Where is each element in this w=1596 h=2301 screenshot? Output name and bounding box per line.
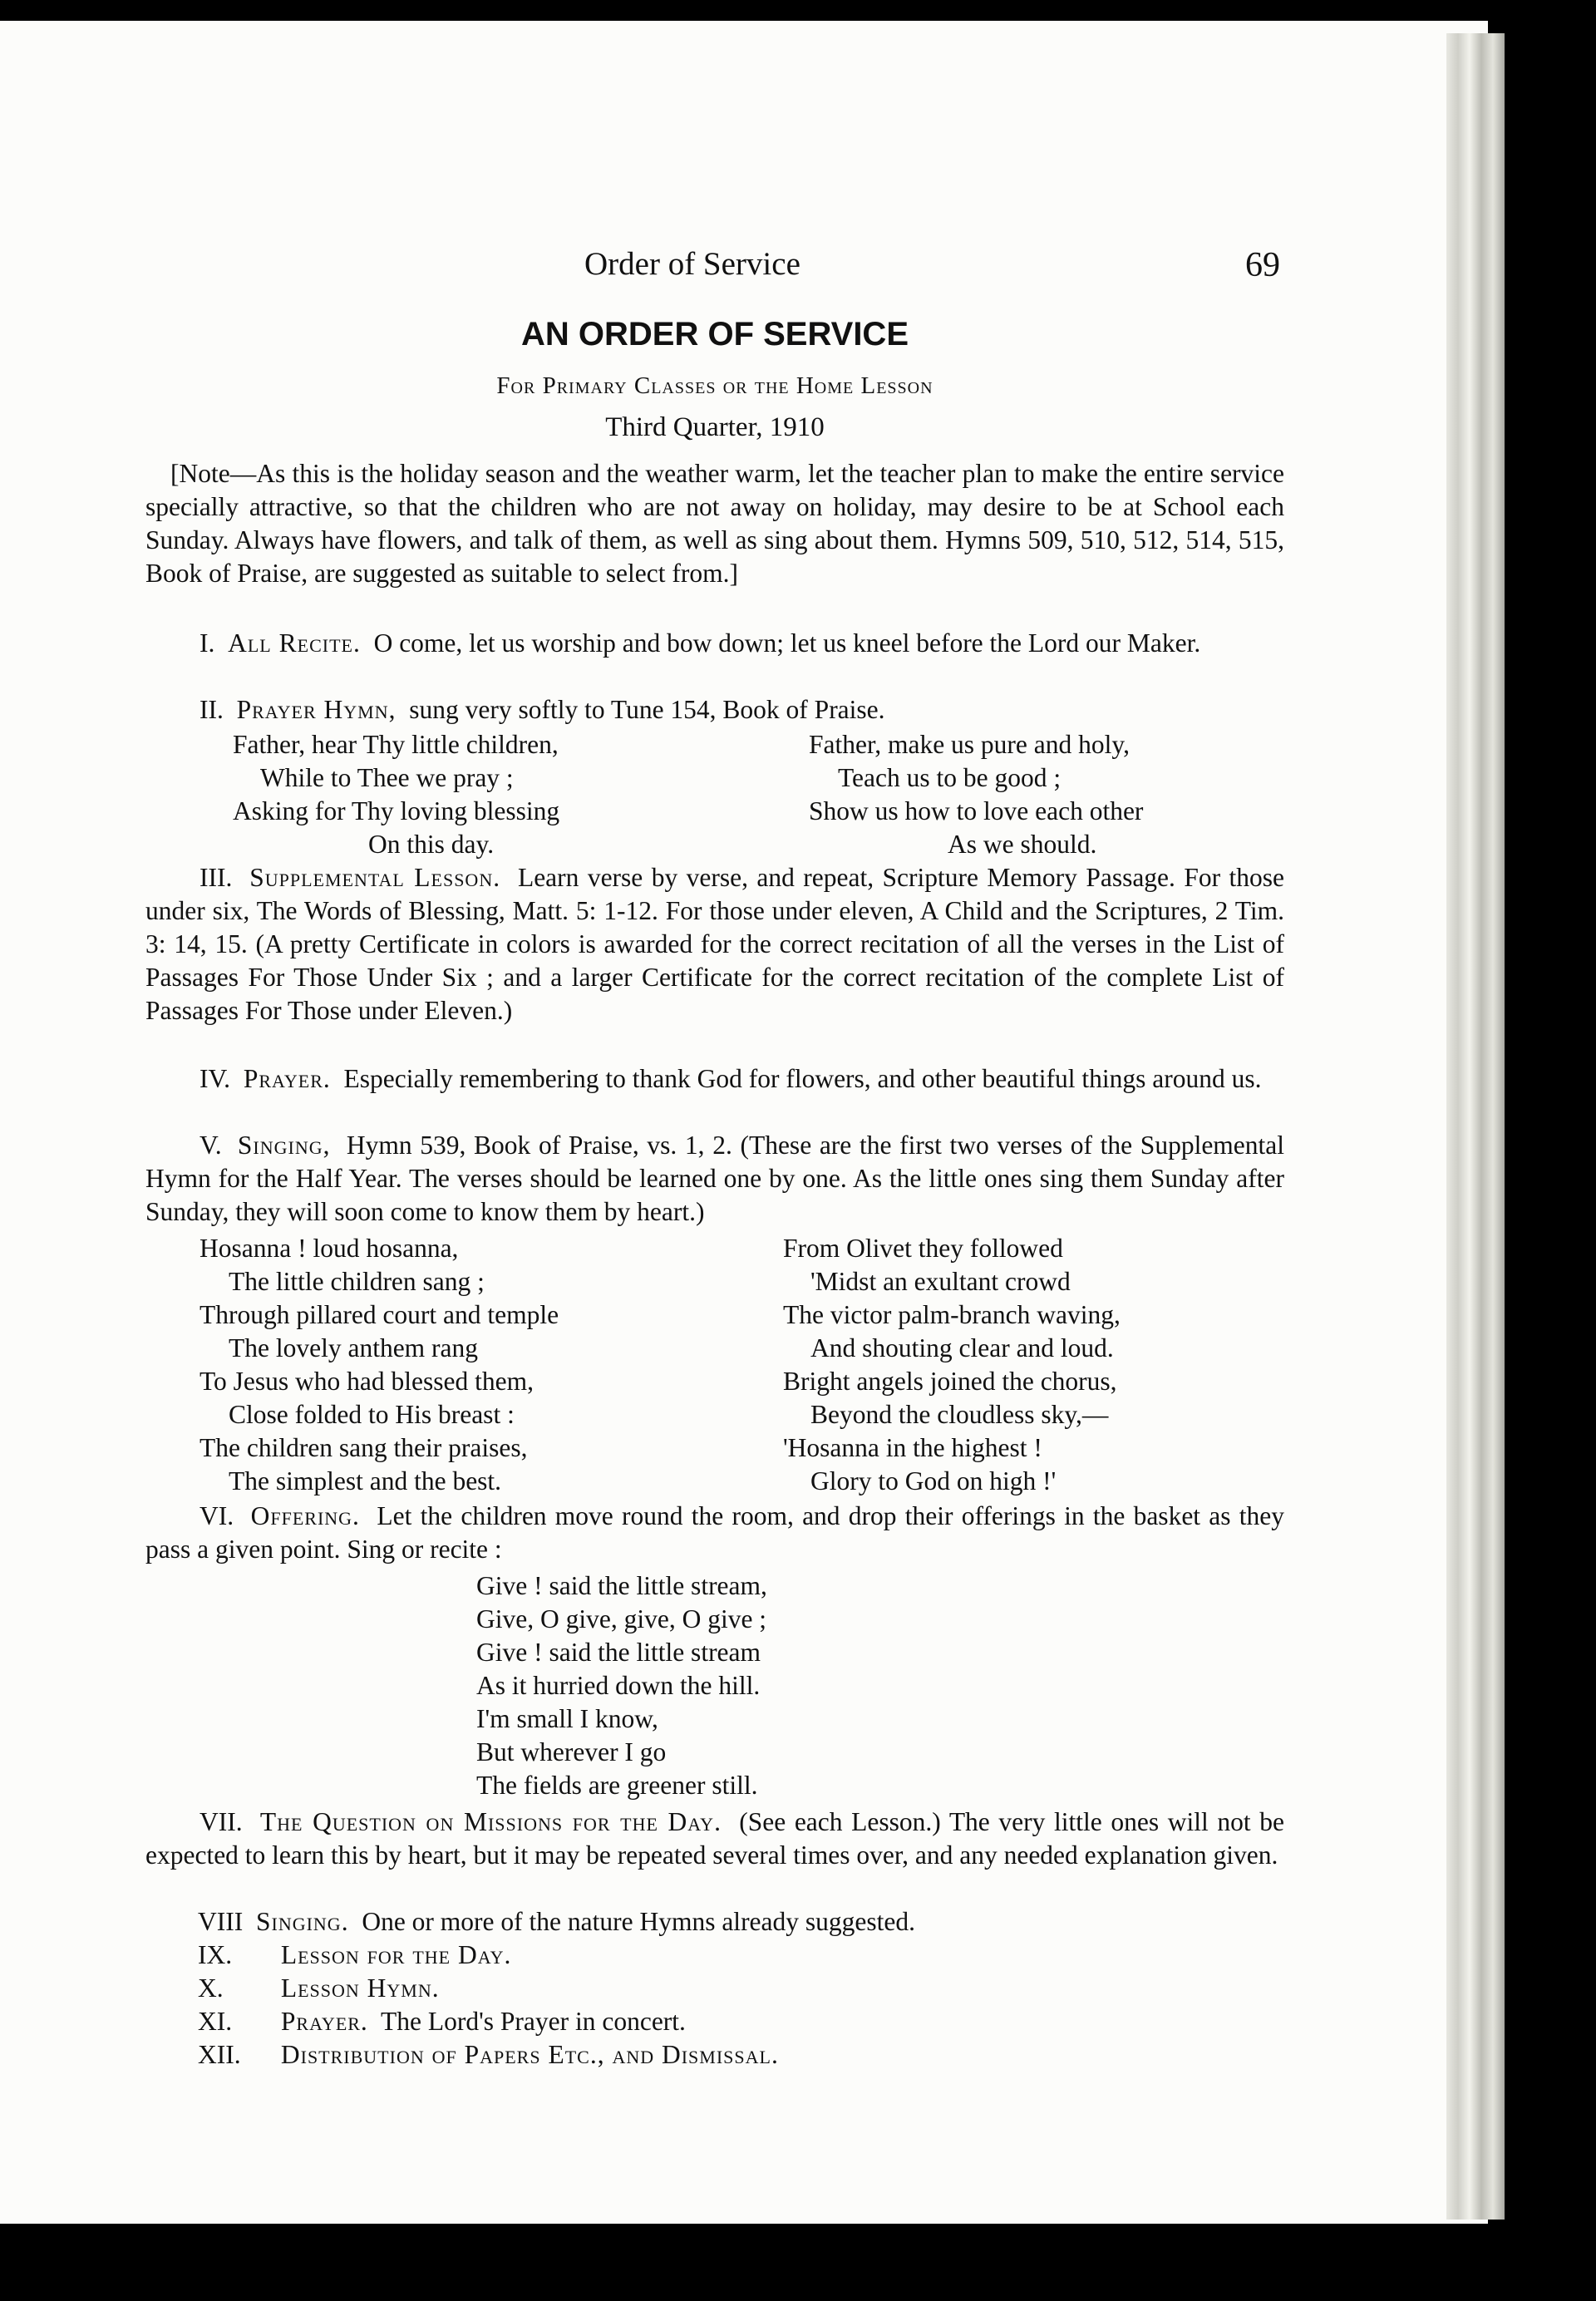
item-text: One or more of the nature Hymns already suggested. — [362, 1907, 915, 1936]
item-text: Learn verse by verse, and repeat, Scripture Memory Passage. For those under six, The Words of Blessing, Matt. 5: 1-12. For those under eleven, A Child and the Scriptures, 2 Tim. 3: 14, 15. (A pretty Certificate in colors is awarded for the correct recitation of all the verses in the List of Passages For Those Under Six ; and a larger Certificate for the correct recitation of the complete List of Passages For Those under Eleven.) — [145, 863, 1285, 1025]
item-5 — [145, 1129, 1284, 1229]
verse-line: Teach us to be good ; — [838, 763, 1062, 792]
item-11 — [198, 2005, 686, 2038]
verse-line: From Olivet they followed — [783, 1234, 1063, 1263]
verse-line: Give ! said the little stream, — [476, 1571, 767, 1600]
item-title: Prayer Hymn, — [236, 695, 397, 724]
verse-line: I'm small I know, — [476, 1704, 658, 1733]
item-title: Singing. — [255, 1907, 349, 1936]
item-title: The Question on Missions for the Day. — [259, 1807, 722, 1836]
item-title: Prayer. — [243, 1064, 331, 1093]
item-8 — [198, 1905, 915, 1939]
item-title: Offering. — [250, 1501, 360, 1530]
verse-line: Show us how to love each other — [809, 796, 1144, 825]
item-number: IV. — [200, 1064, 231, 1093]
verse-line: Through pillared court and temple — [200, 1300, 559, 1329]
item-text: sung very softly to Tune 154, Book of Praise. — [409, 695, 885, 724]
item-text: Let the children move round the room, and drop their offerings in the basket as they pass a given point. Sing or recite : — [145, 1501, 1284, 1564]
item-title: Lesson Hymn. — [280, 1973, 440, 2003]
item-number: X. — [198, 1973, 224, 2003]
item-title: Distribution of Papers Etc., and Dismissal. — [280, 2040, 779, 2069]
verse-line: Glory to God on high !' — [810, 1466, 1057, 1495]
item-4 — [145, 1062, 1284, 1096]
item-6 — [145, 1500, 1284, 1566]
verse-line: Give ! said the little stream — [476, 1638, 761, 1667]
item-title: Singing, — [237, 1131, 331, 1160]
verse-line: The simplest and the best. — [229, 1466, 502, 1495]
verse-line: The fields are greener still. — [476, 1771, 758, 1800]
item-number: III. — [200, 863, 233, 892]
verse-line: 'Midst an exultant crowd — [810, 1267, 1071, 1296]
verse-line: 'Hosanna in the highest ! — [783, 1433, 1042, 1462]
item-number: VIII — [198, 1907, 244, 1936]
item-2 — [145, 693, 1284, 727]
page-title: AN ORDER OF SERVICE — [521, 316, 909, 352]
item-number: V. — [200, 1131, 222, 1160]
item-3 — [145, 861, 1284, 1027]
page-edge — [1446, 33, 1505, 2220]
verse-line: And shouting clear and loud. — [810, 1333, 1114, 1362]
item-number: I. — [200, 628, 215, 658]
item-7 — [145, 1806, 1284, 1872]
verse-line: As we should. — [948, 830, 1097, 859]
item-title: Prayer. — [280, 2007, 368, 2036]
verse-line: On this day. — [368, 830, 495, 859]
verse-line: But wherever I go — [476, 1737, 667, 1766]
verse-line: Give, O give, give, O give ; — [476, 1604, 767, 1633]
date-line: Third Quarter, 1910 — [605, 412, 825, 442]
editorial-note: [Note—As this is the holiday season and the weather warm, let the teacher plan to make the entire service specially attractive, so that the children who are not away on holiday, may desire to be at School each Sunday. Always have flowers, and talk of them, as well as sing about them. Hymns 509, 510, 512, 514, 515, Book of Praise, are suggested as suitable to select from.] — [145, 459, 1284, 588]
item-text: Especially remembering to thank God for flowers, and other beautiful things around us. — [343, 1064, 1262, 1093]
item-9 — [198, 1939, 511, 1972]
verse-line: Close folded to His breast : — [229, 1400, 515, 1429]
item-12 — [198, 2038, 779, 2072]
verse-line: The lovely anthem rang — [229, 1333, 479, 1362]
verse-line: Father, make us pure and holy, — [809, 730, 1130, 759]
verse-line: Hosanna ! loud hosanna, — [200, 1234, 459, 1263]
verse-line: Beyond the cloudless sky,— — [810, 1400, 1109, 1429]
item-text: Hymn 539, Book of Praise, vs. 1, 2. (These are the first two verses of the Supplemental Hymn for the Half Year. The verses should be learned one by one. As the little ones sing them Sunday after Sunday, they will soon come to know them by heart.) — [145, 1131, 1285, 1226]
item-title: Supplemental Lesson. — [249, 863, 501, 892]
item-text: (See each Lesson.) The very little ones will not be expected to learn this by heart, but it may be repeated several times over, and any needed explanation given. — [145, 1807, 1285, 1870]
page-number: 69 — [1245, 246, 1280, 284]
subheading: For Primary Classes or the Home Lesson — [496, 372, 933, 399]
item-10 — [198, 1972, 440, 2005]
item-title: All Recite. — [228, 628, 361, 658]
verse-line: The little children sang ; — [229, 1267, 485, 1296]
item-text: The Lord's Prayer in concert. — [381, 2007, 686, 2036]
verse-line: The victor palm-branch waving, — [783, 1300, 1121, 1329]
item-number: IX. — [198, 1940, 233, 1969]
item-number: XII. — [198, 2040, 241, 2069]
verse-line: The children sang their praises, — [200, 1433, 528, 1462]
item-text: O come, let us worship and bow down; let us kneel before the Lord our Maker. — [373, 628, 1201, 658]
running-head-title: Order of Service — [584, 246, 800, 282]
item-number: II. — [200, 695, 224, 724]
verse-line: Father, hear Thy little children, — [233, 730, 559, 759]
item-number: VI. — [200, 1501, 234, 1530]
verse-line: As it hurried down the hill. — [476, 1671, 761, 1700]
verse-line: Asking for Thy loving blessing — [233, 796, 560, 825]
verse-line: While to Thee we pray ; — [260, 763, 514, 792]
item-title: Lesson for the Day. — [280, 1940, 512, 1969]
item-1 — [145, 627, 1284, 660]
item-number: VII. — [200, 1807, 243, 1836]
item-number: XI. — [198, 2007, 233, 2036]
verse-line: To Jesus who had blessed them, — [200, 1367, 534, 1396]
verse-line: Bright angels joined the chorus, — [783, 1367, 1117, 1396]
